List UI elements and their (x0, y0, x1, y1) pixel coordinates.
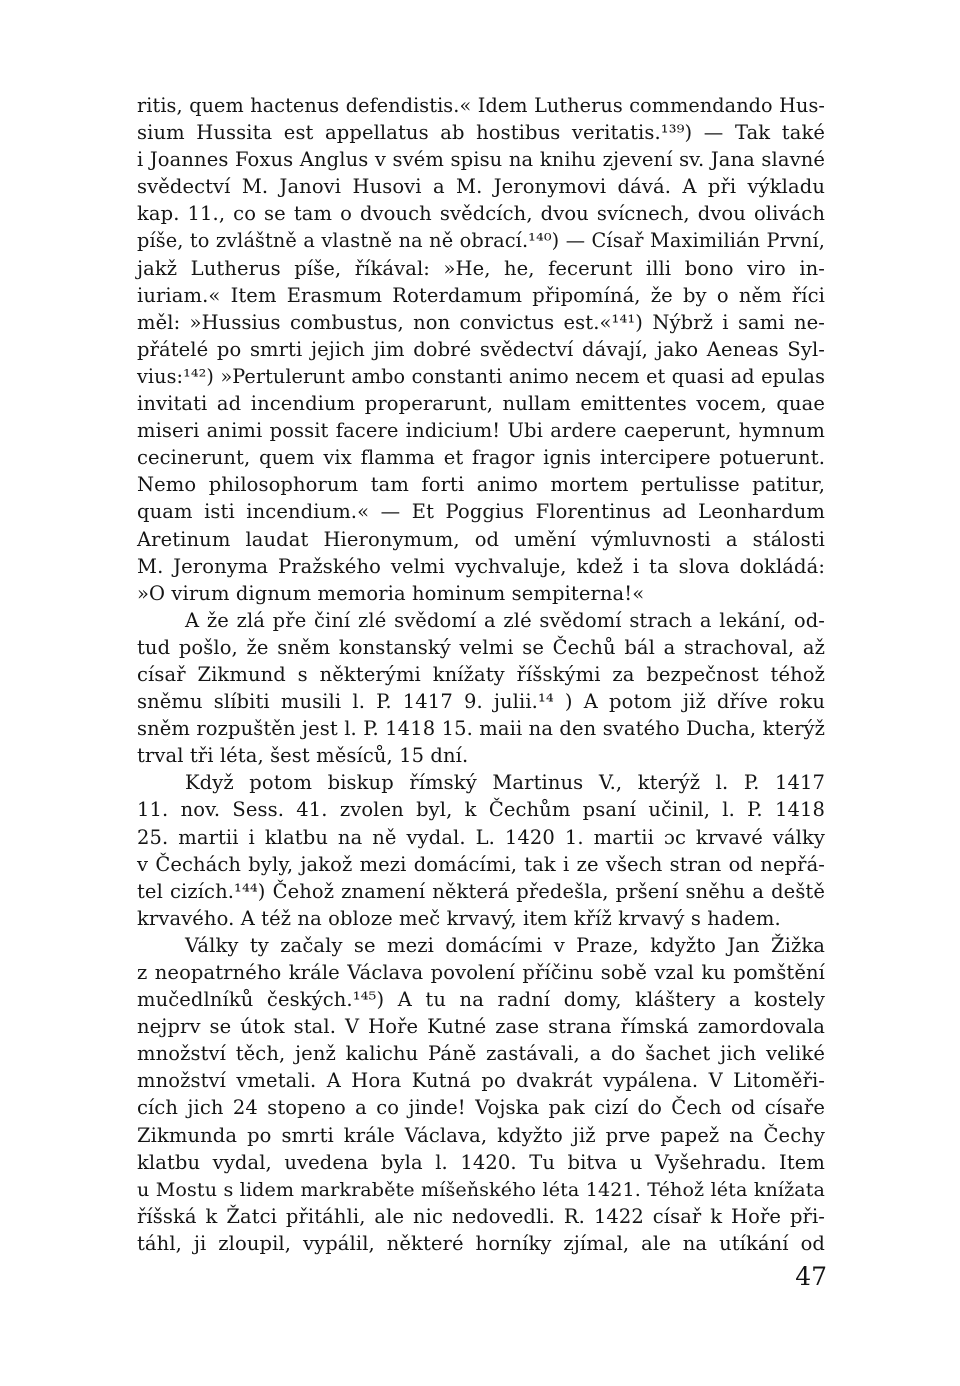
text-line: říšská k Žatci přitáhli, ale nic nedovedli. R. 1422 císař k Hoře při- (137, 1204, 825, 1228)
page-number: 47 (795, 1262, 827, 1291)
text-line: císař Zikmund s některými knížaty říšskými za bezpečnost téhož (137, 662, 825, 686)
text-line: přátelé po smrti jejich jim dobré svědectví dávají, jako Aeneas Syl- (137, 337, 825, 361)
text-line: svědectví M. Janovi Husovi a M. Jeronymovi dává. A při výkladu (137, 175, 825, 199)
text-line: Aretinum laudat Hieronymum, od umění výmluvnosti a stálosti (137, 527, 825, 551)
text-line: iuriam.« Item Erasmum Roterdamum připomíná, že by o něm říci (137, 283, 825, 307)
text-line: vius:¹⁴²) »Pertulerunt ambo constanti animo necem et quasi ad epulas (137, 364, 825, 388)
text-line: množství těch, jenž kalichu Páně zastávali, a do šachet jich veliké (137, 1042, 825, 1066)
text-line: quam isti incendium.« — Et Poggius Florentinus ad Leonhardum (137, 500, 825, 524)
text-line: cecinerunt, quem vix flamma et fragor ignis intercipere potuerunt. (137, 446, 825, 470)
text-line: Války ty začaly se mezi domácími v Praze, kdyžto Jan Žižka (185, 933, 825, 957)
text-line: píše, to zvláštně a vlastně na ně obrací.¹⁴⁰) — Císař Maximilián První, (137, 229, 825, 253)
text-line: táhl, ji zloupil, vypálil, některé horníky zjímal, ale na utíkání od (137, 1231, 825, 1255)
text-line: miseri animi possit facere indicium! Ubi ardere caeperunt, hymnum (137, 419, 825, 443)
text-line: klatbu vydal, uvedena byla l. 1420. Tu bitva u Vyšehradu. Item (137, 1150, 825, 1174)
text-line: nejprv se útok stal. V Hoře Kutné zase strana římská zamordovala (137, 1015, 825, 1039)
text-line: u Mostu s lidem markraběte míšeňského léta 1421. Téhož léta knížata (137, 1177, 825, 1201)
text-line: kap. 11., co se tam o dvouch svědcích, dvou svícnech, dvou olivách (137, 202, 825, 226)
text-line: »O virum dignum memoria hominum sempiterna!« (137, 581, 645, 605)
text-line: tud pošlo, že sněm konstanský velmi se Čechů bál a strachoval, až (137, 635, 825, 659)
text-line: i Joannes Foxus Anglus v svém spisu na knihu zjevení sv. Jana slavné (137, 148, 825, 172)
text-line: Nemo philosophorum tam forti animo mortem pertulisse patitur, (137, 473, 825, 497)
text-line: jakž Lutherus píše, říkával: »He, he, fecerunt illi bono viro in- (137, 256, 825, 280)
text-line: cích jich 24 stopeno a co jinde! Vojska pak cizí do Čech od císaře (137, 1096, 825, 1120)
text-line: množství vmetali. A Hora Kutná po dvakrát vypálena. V Litoměři- (137, 1069, 825, 1093)
text-line: 11. nov. Sess. 41. zvolen byl, k Čechům psaní učinil, l. P. 1418 (137, 798, 825, 822)
text-line: A že zlá pře činí zlé svědomí a zlé svědomí strach a lekání, od- (185, 608, 825, 632)
text-line: mučedlníků českých.¹⁴⁵) A tu na radní domy, kláštery a kostely (137, 988, 825, 1012)
text-line: Zikmunda po smrti krále Václava, kdyžto již prve papež na Čechy (137, 1123, 825, 1147)
text-line: z neopatrného krále Václava povolení příčinu sobě vzal ku pomštění (137, 961, 825, 984)
text-line: tel cizích.¹⁴⁴) Čehož znamení některá předešla, pršení sněhu a deště (137, 879, 825, 903)
text-line: invitati ad incendium properarunt, nullam emittentes vocem, quae (137, 392, 825, 416)
text-line: M. Jeronyma Pražského velmi vychvaluje, kdež i ta slova dokládá: (137, 554, 825, 578)
text-line: měl: »Hussius combustus, non convictus est.«¹⁴¹) Nýbrž i sami ne- (137, 310, 825, 334)
text-line: ritis, quem hactenus defendistis.« Idem Lutherus commendando Hus- (137, 94, 825, 117)
text-line: 25. martii i klatbu na ně vydal. L. 1420 1. martii ɔc krvavé války (137, 825, 825, 849)
text-line: v Čechách byly, jakož mezi domácími, tak i ze všech stran od nepřá- (137, 852, 825, 876)
text-line: trval tři léta, šest měsíců, 15 dní. (137, 744, 469, 768)
text-line: sněm rozpuštěn jest l. P. 1418 15. maii na den svatého Ducha, kterýž (137, 717, 825, 741)
text-line: sněmu slíbiti musili l. P. 1417 9. julii.¹⁴ ) A potom již dříve roku (137, 690, 825, 714)
text-line: sium Hussita est appellatus ab hostibus veritatis.¹³⁹) — Tak také (137, 121, 825, 145)
body-text (137, 92, 825, 1257)
text-line: Když potom biskup římský Martinus V., kterýž l. P. 1417 (185, 771, 825, 795)
text-line: krvavého. A též na obloze meč krvavý, item kříž krvavý s hadem. (137, 906, 781, 930)
